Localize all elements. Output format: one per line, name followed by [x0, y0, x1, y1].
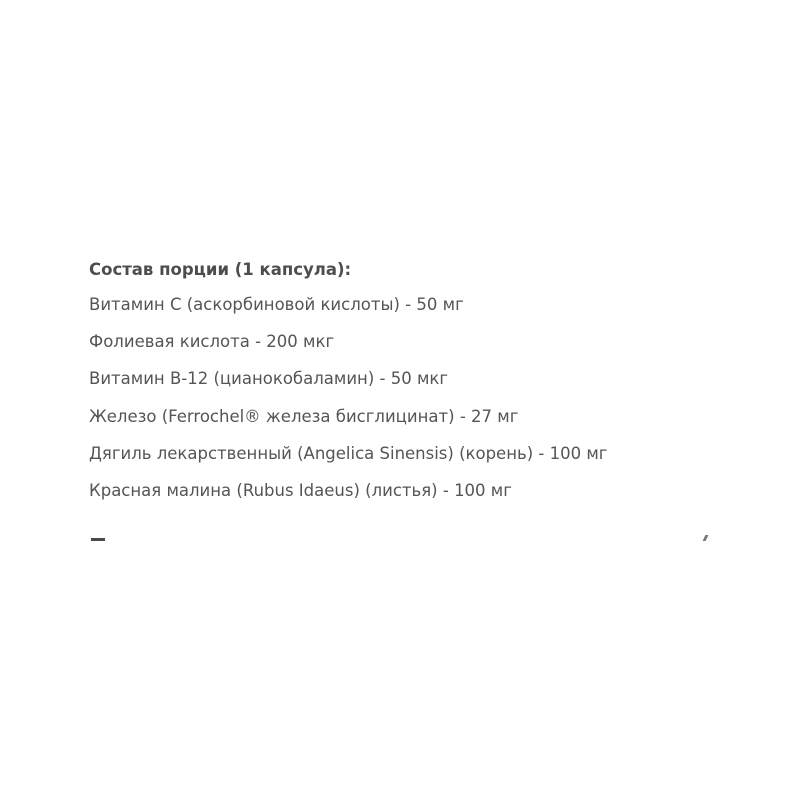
cropped-text-fragment-right	[703, 535, 709, 541]
ingredient-folic-acid: Фолиевая кислота - 200 мкг	[89, 332, 335, 352]
cropped-text-fragment-left	[91, 538, 105, 541]
composition-heading: Состав порции (1 капсула):	[89, 260, 352, 279]
ingredient-vitamin-c: Витамин C (аскорбиновой кислоты) - 50 мг	[89, 295, 464, 314]
ingredient-iron: Железо (Ferrochel® железа бисглицинат) - 27 мг	[89, 406, 519, 426]
serving-composition	[89, 254, 769, 512]
ingredient-angelica: Дягиль лекарственный (Angelica Sinensis) (корень) - 100 мг	[89, 443, 608, 463]
ingredient-red-raspberry: Красная малина (Rubus Idaeus) (листья) - 100 мг	[89, 480, 512, 500]
ingredient-vitamin-b12: Витамин B-12 (цианокобаламин) - 50 мкг	[89, 369, 449, 389]
ingredient-list	[89, 289, 769, 512]
